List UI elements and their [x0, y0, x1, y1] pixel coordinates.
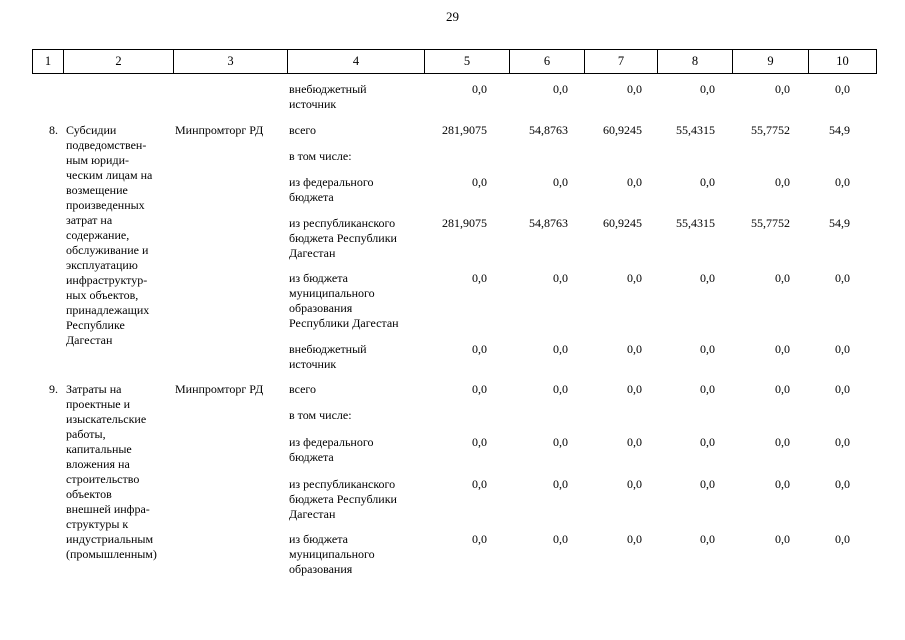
funding-source: внебюджетный источник: [289, 82, 367, 111]
value-col-5: 0,0: [472, 342, 487, 356]
value-col-9: 0,0: [775, 382, 790, 396]
value-col-7: 0,0: [627, 175, 642, 189]
value-col-9: 55,7752: [751, 123, 790, 137]
value-col-5: 0,0: [472, 477, 487, 491]
funding-source: всего: [289, 123, 317, 137]
item-name: Субсидии подведомствен- ным юриди- ческим лицам на возмещение произведенных затрат на содержание, обслуживание и эксплуатацию инфраструктур- ных объектов, принадлежащих Республике Дагестан: [66, 123, 153, 347]
header-col-7: 7: [584, 50, 657, 73]
value-col-6: 0,0: [553, 175, 568, 189]
value-col-9: 0,0: [775, 175, 790, 189]
table-header: [32, 49, 877, 74]
value-col-10: 54,9: [829, 216, 850, 230]
value-col-6: 0,0: [553, 477, 568, 491]
value-col-9: 0,0: [775, 82, 790, 96]
value-col-7: 60,9245: [603, 123, 642, 137]
value-col-7: 0,0: [627, 271, 642, 285]
value-col-6: 0,0: [553, 532, 568, 546]
value-col-7: 0,0: [627, 532, 642, 546]
header-col-1: 1: [44, 54, 52, 68]
value-col-10: 0,0: [835, 175, 850, 189]
value-col-9: 0,0: [775, 435, 790, 449]
value-col-5: 0,0: [472, 175, 487, 189]
value-col-6: 0,0: [553, 82, 568, 96]
item-number: 9.: [49, 382, 58, 396]
header-col-10: 10: [808, 50, 876, 73]
value-col-10: 0,0: [835, 271, 850, 285]
item-executor: Минпромторг РД: [175, 382, 264, 396]
value-col-9: 0,0: [775, 342, 790, 356]
funding-source: из республиканского бюджета Республики Дагестан: [289, 477, 397, 521]
value-col-8: 0,0: [700, 82, 715, 96]
value-col-10: 54,9: [829, 123, 850, 137]
value-col-8: 0,0: [700, 477, 715, 491]
value-col-10: 0,0: [835, 477, 850, 491]
value-col-8: 0,0: [700, 382, 715, 396]
value-col-5: 281,9075: [442, 123, 487, 137]
header-col-3: 3: [173, 50, 287, 73]
funding-source: из бюджета муниципального образования Республики Дагестан: [289, 271, 399, 330]
value-col-10: 0,0: [835, 532, 850, 546]
value-col-6: 54,8763: [529, 216, 568, 230]
header-col-5: 5: [424, 50, 509, 73]
value-col-8: 0,0: [700, 435, 715, 449]
funding-source: из федерального бюджета: [289, 435, 374, 464]
value-col-7: 60,9245: [603, 216, 642, 230]
value-col-9: 55,7752: [751, 216, 790, 230]
item-number: 8.: [49, 123, 58, 137]
funding-source: из республиканского бюджета Республики Дагестан: [289, 216, 397, 260]
funding-source: из федерального бюджета: [289, 175, 374, 204]
value-col-6: 0,0: [553, 435, 568, 449]
value-col-10: 0,0: [835, 82, 850, 96]
funding-source: из бюджета муниципального образования: [289, 532, 375, 576]
value-col-8: 0,0: [700, 175, 715, 189]
page-number: 29: [446, 9, 459, 24]
value-col-10: 0,0: [835, 342, 850, 356]
value-col-7: 0,0: [627, 382, 642, 396]
value-col-7: 0,0: [627, 82, 642, 96]
value-col-5: 0,0: [472, 382, 487, 396]
value-col-10: 0,0: [835, 435, 850, 449]
value-col-5: 281,9075: [442, 216, 487, 230]
header-col-2: 2: [63, 50, 173, 73]
value-col-8: 0,0: [700, 342, 715, 356]
value-col-6: 0,0: [553, 271, 568, 285]
value-col-8: 55,4315: [676, 216, 715, 230]
value-col-5: 0,0: [472, 435, 487, 449]
header-col-9: 9: [732, 50, 808, 73]
header-col-6: 6: [509, 50, 584, 73]
value-col-8: 0,0: [700, 271, 715, 285]
value-col-5: 0,0: [472, 532, 487, 546]
value-col-7: 0,0: [627, 477, 642, 491]
value-col-8: 0,0: [700, 532, 715, 546]
value-col-6: 0,0: [553, 382, 568, 396]
item-executor: Минпромторг РД: [175, 123, 264, 137]
header-col-4: 4: [287, 50, 424, 73]
funding-source: внебюджетный источник: [289, 342, 367, 371]
value-col-6: 54,8763: [529, 123, 568, 137]
value-col-9: 0,0: [775, 271, 790, 285]
value-col-7: 0,0: [627, 435, 642, 449]
header-col-8: 8: [657, 50, 732, 73]
value-col-8: 55,4315: [676, 123, 715, 137]
value-col-6: 0,0: [553, 342, 568, 356]
value-col-9: 0,0: [775, 532, 790, 546]
funding-source: всего: [289, 382, 317, 396]
item-name: Затраты на проектные и изыскательские работы, капитальные вложения на строительство объектов внешней инфра- структуры к индустриальным (промышленным): [66, 382, 157, 561]
value-col-7: 0,0: [627, 342, 642, 356]
value-col-10: 0,0: [835, 382, 850, 396]
funding-source: в том числе:: [289, 149, 352, 163]
value-col-5: 0,0: [472, 82, 487, 96]
funding-source: в том числе:: [289, 408, 352, 422]
value-col-9: 0,0: [775, 477, 790, 491]
value-col-5: 0,0: [472, 271, 487, 285]
